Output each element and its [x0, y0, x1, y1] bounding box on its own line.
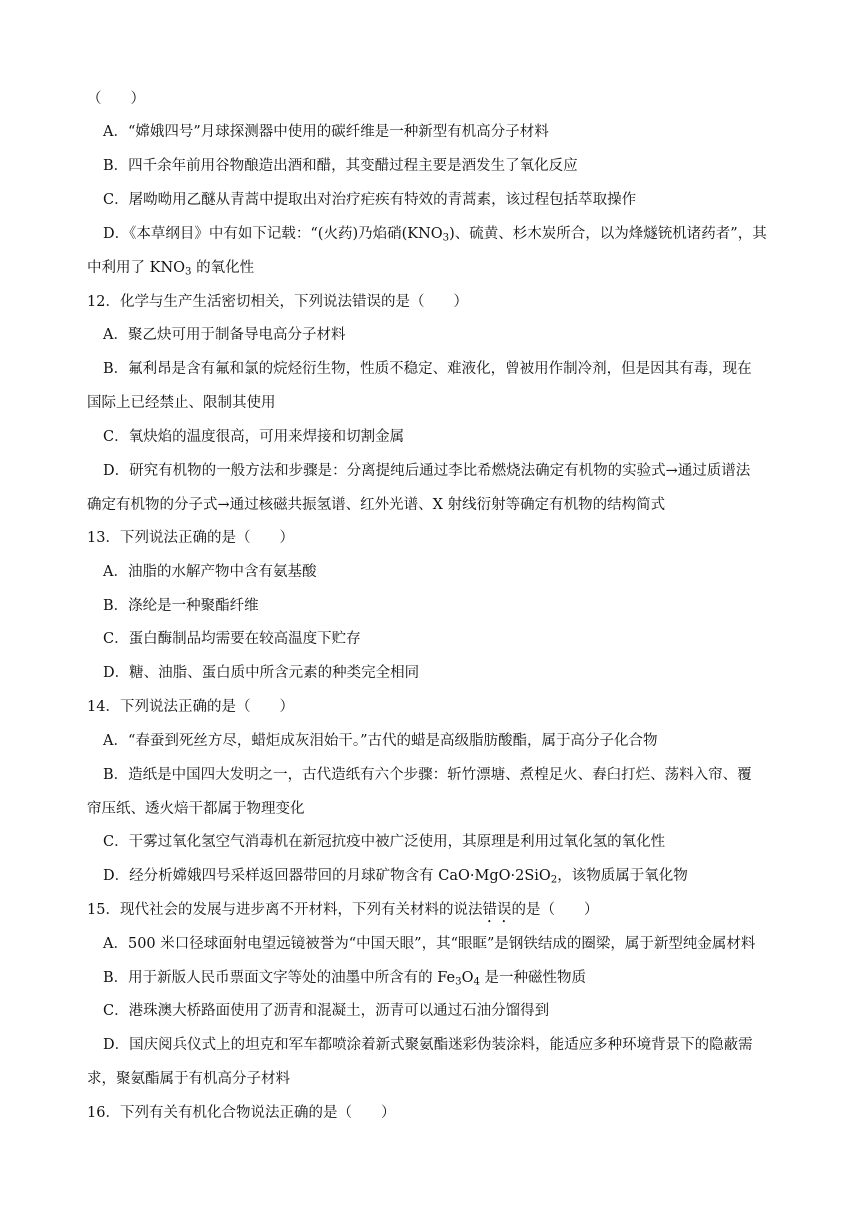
q15-option-b-text-rest: 是一种磁性物质	[479, 970, 587, 986]
question-16-stem: 16．下列有关有机化合物说法正确的是（ ）	[87, 1105, 396, 1121]
q13-option-b: B．涤纶是一种聚酯纤维	[103, 598, 259, 614]
subscript: 4	[473, 976, 480, 988]
option-d-text-rest: )、硫黄、杉木炭所合，以为烽燧铳机诸药者”，其	[449, 226, 767, 242]
option-a: A．“嫦娥四号”月球探测器中使用的碳纤维是一种新型有机高分子材料	[103, 124, 549, 140]
subscript: 3	[442, 232, 450, 244]
formula-part: O	[461, 970, 474, 986]
subscript: 3	[455, 976, 462, 988]
q13-option-a: A．油脂的水解产物中含有氨基酸	[103, 564, 317, 580]
option-d-text: 中利用了 KNO	[87, 260, 186, 276]
question-15-stem	[0, 898, 860, 922]
q14-option-b: B．造纸是中国四大发明之一，古代造纸有六个步骤：斩竹漂塘、煮楻足火、舂臼打烂、荡料入帘、覆	[103, 767, 752, 783]
q12-option-c: C．氧炔焰的温度很高，可用来焊接和切割金属	[103, 429, 405, 445]
q13-option-d: D．糖、油脂、蛋白质中所含元素的种类完全相同	[103, 665, 420, 681]
subscript: 2	[550, 874, 558, 886]
option-d-text-rest: 的氧化性	[191, 260, 255, 276]
option-d	[0, 222, 860, 246]
q14-option-d-text: D．经分析嫦娥四号采样返回器带回的月球矿物含有 CaO·MgO·2SiO	[103, 868, 551, 884]
q14-option-d	[0, 864, 860, 888]
q12-option-a: A．聚乙炔可用于制备导电高分子材料	[103, 327, 346, 343]
q14-option-c: C．干雾过氧化氢空气消毒机在新冠抗疫中被广泛使用，其原理是利用过氧化氢的氧化性	[103, 834, 666, 850]
option-d-text: D．《本草纲目》中有如下记载：“(火药)乃焰硝(KNO	[103, 226, 443, 242]
q15-stem-text: 15．现代社会的发展与进步离不开材料，下列有关材料的说法	[87, 902, 483, 918]
question-12-stem: 12．化学与生产生活密切相关，下列说法错误的是（ ）	[87, 294, 468, 310]
q12-option-b-continuation: 国际上已经禁止、限制其使用	[87, 395, 276, 411]
q14-option-d-text-rest: ，该物质属于氧化物	[557, 868, 688, 884]
question-13-stem: 13．下列说法正确的是（ ）	[87, 530, 294, 546]
q12-option-d: D．研究有机物的一般方法和步骤是：分离提纯后通过李比希燃烧法确定有机物的实验式→通过质谱法	[103, 463, 751, 479]
q12-option-b: B．氟利昂是含有氟和氯的烷烃衍生物，性质不稳定、难液化，曾被用作制冷剂，但是因其有毒，现在	[103, 361, 752, 377]
q15-option-b	[0, 966, 860, 990]
q15-option-d: D．国庆阅兵仪式上的坦克和军车都喷涂着新式聚氨酯迷彩伪装涂料，能适应多种环境背景下的隐蔽需	[103, 1037, 753, 1053]
subscript: 3	[185, 266, 192, 278]
q15-option-c: C．港珠澳大桥路面使用了沥青和混凝土，沥青可以通过石油分馏得到	[103, 1003, 550, 1019]
option-b: B．四千余年前用谷物酿造出酒和醋，其变醋过程主要是酒发生了氧化反应	[103, 158, 578, 174]
q15-option-b-text: B．用于新版人民币票面文字等处的油墨中所含有的 Fe	[103, 970, 456, 986]
q12-option-d-continuation: 确定有机物的分子式→通过核磁共振氢谱、红外光谱、X 射线衍射等确定有机物的结构简式	[87, 497, 666, 513]
question-14-stem: 14．下列说法正确的是（ ）	[87, 699, 294, 715]
q15-option-d-continuation: 求，聚氨酯属于有机高分子材料	[87, 1071, 290, 1087]
q14-option-b-continuation: 帘压纸、透火焙干都属于物理变化	[87, 801, 305, 817]
q14-option-a: A．“春蚕到死丝方尽，蜡炬成灰泪始干。”古代的蜡是高级脂肪酸酯，属于高分子化合物	[103, 733, 658, 749]
option-c: C．屠呦呦用乙醚从青蒿中提取出对治疗疟疾有特效的青蒿素，该过程包括萃取操作	[103, 192, 637, 208]
q13-option-c: C．蛋白酶制品均需要在较高温度下贮存	[103, 631, 361, 647]
option-d-continuation	[0, 256, 860, 280]
emphasized-word: 错误	[482, 902, 512, 918]
q15-option-a: A．500 米口径球面射电望远镜被誉为“中国天眼”，其“眼眶”是钢铁结成的圈梁，属于新型纯金属材料	[103, 936, 756, 952]
answer-bracket: （ ）	[87, 91, 145, 107]
q15-stem-text-rest: 的是（ ）	[511, 902, 599, 918]
